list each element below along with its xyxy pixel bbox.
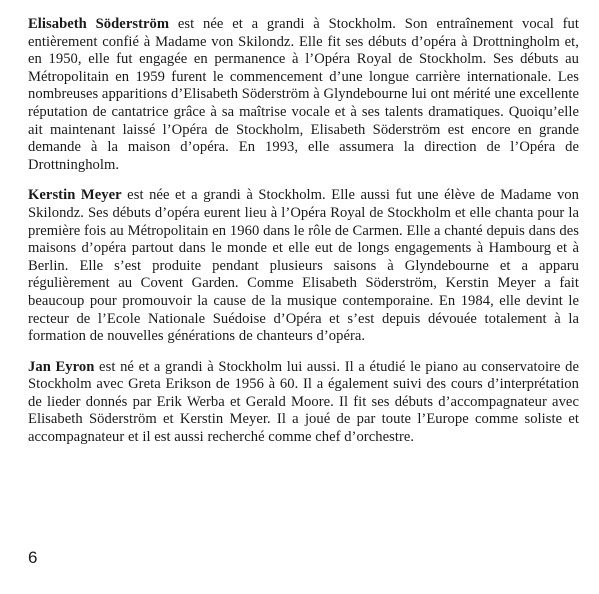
bio-text: est né et a grandi à Stockholm lui aussi. Il a étudié le piano au conservatoire de Stockholm avec Greta Erikson de 1956 à 60. Il a également suivi des cours d’interprétation de lieder donnés par Erik Werba et Gerald Moore. Il fit ses débuts d’accompagnateur avec Elisabeth Söderström et Kerstin Meyer. Il a joué de par toute l’Europe comme soliste et accompagnateur et il est aussi recherché comme chef d’orchestre. <box>28 358 580 446</box>
bio-text: est née et a grandi à Stockholm. Son entraînement vocal fut entièrement confié à Madame von Skilondz. Elle fit ses débuts d’opéra à Drottningholm et, en 1950, elle fut engagée en permanence à l’Opéra Royal de Stockholm. Ses débuts au Métropolitain en 1959 furent le commencement d’une longue carrière internationale. Les nombreuses apparitions d’Elisabeth Söderström à Glyndebourne lui ont mérité une excellente réputation de cantatrice grâce à sa maîtrise vocale et à ses talents dramatiques. Quoiqu’elle ait maintenant laissé l’Opéra de Stockholm, Elisabeth Söderström est encore en grande demande à la maison d’opéra. En 1993, elle assumera la direction de l’Opéra de Drottningholm. <box>28 16 579 173</box>
bio-elisabeth-soderstrom <box>28 16 579 174</box>
bio-name: Elisabeth Söderström <box>28 16 170 32</box>
bio-jan-eyron <box>28 359 579 447</box>
bio-kerstin-meyer <box>28 187 579 345</box>
biography-text <box>28 16 579 460</box>
bio-name: Jan Eyron <box>28 358 95 375</box>
bio-name: Kerstin Meyer <box>28 187 122 204</box>
page-number: 6 <box>28 548 38 567</box>
bio-text: est née et a grandi à Stockholm. Elle aussi fut une élève de Madame von Skilondz. Ses débuts d’opéra eurent lieu à l’Opéra Royal de Stockholm et elle chanta pour la première fois au Métropolitain en 1960 dans le rôle de Carmen. Elle a chanté depuis dans des maisons d’opéra partout dans le monde et elle eut de longs engagements à Hambourg et à Berlin. Elle s’est produite pendant plusieurs saisons à Glyndebourne et a apparu régulièrement au Covent Garden. Comme Elisabeth Söderström, Kerstin Meyer a fait beaucoup pour promouvoir la cause de la musique contemporaine. En 1984, elle devint le recteur de l’Ecole Nationale Suédoise d’Opéra et s’est depuis dévouée totalement à la formation de nouvelles générations de chanteurs d’opéra. <box>28 187 579 345</box>
